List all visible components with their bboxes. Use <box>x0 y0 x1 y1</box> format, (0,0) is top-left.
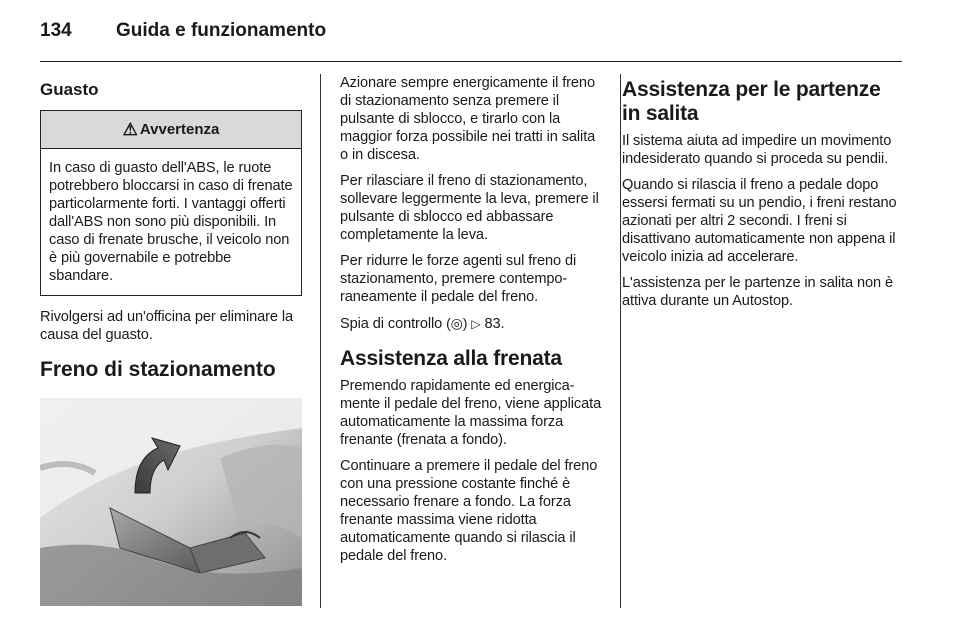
header-rule <box>40 61 902 62</box>
column-divider <box>620 74 621 608</box>
section-title-guasto: Guasto <box>40 80 99 99</box>
column-right <box>622 74 904 318</box>
paragraph: Per rilasciare il freno di stazionamento, sollevare leggermente la leva, premere il pulsante di sblocco ed abbassare completamente la leva. <box>340 173 599 243</box>
spia-text: Spia di controllo <box>340 316 443 332</box>
warning-lamp-reference <box>340 314 602 333</box>
section-title-partenze-salita: Assistenza per le partenze in salita <box>622 78 881 125</box>
warning-header <box>41 111 301 149</box>
page-number: 134 <box>40 20 72 41</box>
paragraph: Continuare a premere il pedale del freno con una pressione costante finché è necessario frenare a fondo. La forza frenante massima viene ridotta automaticamente quando si rilascia il pedale del freno. <box>340 458 598 564</box>
paragraph: Per ridurre le forze agenti sul freno di stazionamento, premere contemporaneamente il pedale del freno. <box>340 253 577 305</box>
warning-text: In caso di guasto dell'ABS, le ruote potrebbero bloccarsi in caso di frenate particolarmente forti. I vantaggi offerti dall'ABS non sono più disponibili. In caso di frenate brusche, il veicolo non è più governabile e potrebbe sbandare. <box>49 160 293 284</box>
paragraph: Il sistema aiuta ad impedire un movimento indesiderato quando si proceda su pendii. <box>622 133 892 167</box>
section-title-assistenza-frenata: Assistenza alla frenata <box>340 347 562 370</box>
paragraph: Premendo rapidamente ed energicamente il pedale del freno, viene applicata automaticamente la massima forza frenante (frenata a fondo). <box>340 378 602 448</box>
warning-triangle-icon: ⚠ <box>122 119 138 139</box>
parking-brake-illustration <box>40 398 302 606</box>
paragraph: Azionare sempre energicamente il freno di stazionamento senza premere il pulsante di sblocco, e tirarlo con la maggior forza possibile nei tratti in salita o in discesa. <box>340 75 596 163</box>
page-header <box>40 20 326 50</box>
chapter-title: Guida e funzionamento <box>116 20 327 41</box>
page-reference[interactable]: 83. <box>484 316 505 332</box>
column-middle <box>340 74 602 573</box>
paragraph: Rivolgersi ad un'officina per eliminare la causa del guasto. <box>40 309 294 343</box>
column-divider <box>320 74 321 608</box>
warning-box <box>40 110 302 296</box>
column-left <box>40 74 302 606</box>
warning-title: Avvertenza <box>139 121 220 138</box>
brake-warning-lamp-icon: (◎) <box>446 315 468 331</box>
paragraph: Quando si rilascia il freno a pedale dopo essersi fermati su un pendio, i freni restano azionati per altri 2 secondi. I freni si disattivano automaticamente non appena il veicolo inizia ad accelerare. <box>622 177 897 265</box>
page-reference-arrow-icon: ▷ <box>471 317 481 331</box>
paragraph: L'assistenza per le partenze in salita non è attiva durante un Autostop. <box>622 275 893 309</box>
section-title-freno-stazionamento: Freno di stazionamento <box>40 358 276 381</box>
